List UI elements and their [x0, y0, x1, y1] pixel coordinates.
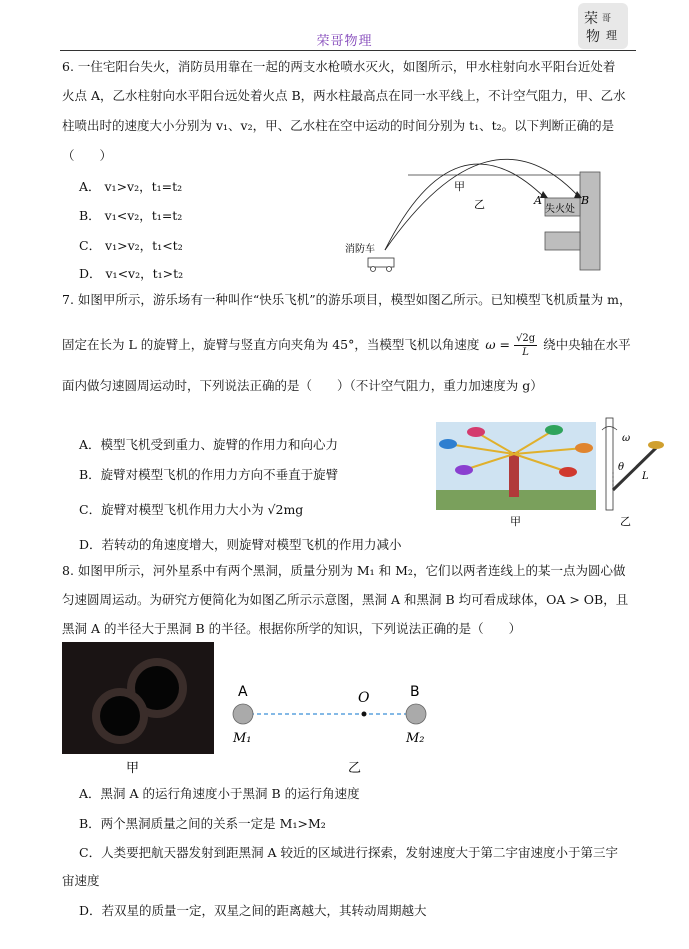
q6-bracket: （ ） — [62, 148, 113, 163]
q7-label-yi: 乙 — [620, 515, 631, 528]
q8-option-c: C．人类要把航天器发射到距黑洞 A 较近的区域进行探索，发射速度大于第二宇宙速度小于第三宇 — [79, 845, 619, 860]
q7-line-1: 7. 如图甲所示，游乐场有一种叫作“快乐飞机”的游乐项目，模型如图乙所示。已知模型飞机质量为 m， — [62, 292, 632, 307]
q7-omega-numerator: √2g — [516, 333, 536, 344]
plane-6 — [559, 467, 577, 477]
q7-schematic — [598, 415, 668, 530]
q7-omega-symbol: ω = — [485, 337, 511, 352]
brand-logo — [578, 3, 628, 49]
q8-label-o: O — [358, 690, 370, 706]
truck-body — [368, 258, 394, 267]
q8-label-a: A — [238, 684, 248, 700]
balcony-lower — [545, 232, 580, 250]
truck-wheel-2 — [387, 267, 392, 272]
q8-line-2: 匀速圆周运动。为研究方便简化为如图乙所示示意图，黑洞 A 和黑洞 B 均可看成球体，OA > OB，且 — [62, 592, 629, 607]
q6-figure-water-jets — [340, 160, 610, 276]
logo-char-1: 荣 — [584, 11, 598, 27]
building-wall — [580, 172, 600, 270]
black-hole-b — [406, 704, 426, 724]
q7-photo-ride — [436, 422, 596, 528]
q6-option-c: C． v₁>v₂，t₁<t₂ — [79, 238, 183, 253]
logo-char-3: 物 — [586, 29, 600, 45]
q8-label-m2: M₂ — [406, 731, 425, 746]
label-b: B — [581, 194, 590, 207]
q8-line-3: 黑洞 A 的半径大于黑洞 B 的半径。根据你所学的知识，下列说法正确的是（ ） — [62, 621, 522, 636]
q6-option-d: D． v₁<v₂，t₁>t₂ — [79, 266, 184, 281]
jet-jia — [385, 164, 545, 250]
q7-option-d: D．若转动的角速度增大，则旋臂对模型飞机的作用力减小 — [79, 537, 402, 552]
q7-line-2a: 固定在长为 L 的旋臂上，旋臂与竖直方向夹角为 45°，当模型飞机以角速度 — [62, 337, 480, 352]
q7-option-b: B．旋臂对模型飞机的作用力方向不垂直于旋臂 — [79, 467, 339, 482]
q6-option-a: A． v₁>v₂，t₁=t₂ — [79, 179, 183, 194]
q8-blackhole-photo — [62, 642, 214, 778]
page-header-title: 荣哥物理 — [316, 34, 373, 49]
black-hole-2 — [100, 696, 140, 736]
q8-option-d: D．若双星的质量一定，双星之间的距离越大，其转动周期越大 — [79, 903, 427, 918]
q7-line-2b: 绕中央轴在水平 — [543, 337, 631, 352]
central-tower — [509, 452, 519, 497]
q6-option-b: B． v₁<v₂，t₁=t₂ — [79, 208, 183, 223]
label-a: A — [534, 194, 542, 207]
q7-omega-denominator: L — [522, 347, 529, 358]
q7-label-theta: θ — [618, 462, 625, 473]
logo-char-4: 理 — [606, 29, 617, 42]
q8-option-c-continued: 宙速度 — [62, 873, 100, 888]
label-yi: 乙 — [474, 198, 485, 211]
q6-line-3: 柱喷出时的速度大小分别为 v₁、v₂，甲、乙水柱在空中运动的时间分别为 t₁、t₂。以下判断正确的是 — [62, 118, 615, 133]
truck-wheel-1 — [371, 267, 376, 272]
q7-line-2 — [62, 332, 641, 359]
center-o — [362, 712, 367, 717]
q7-label-omega: ω — [622, 433, 631, 444]
label-truck: 消防车 — [345, 244, 375, 255]
plane-5 — [455, 465, 473, 475]
q8-option-a: A．黑洞 A 的运行角速度小于黑洞 B 的运行角速度 — [79, 786, 360, 801]
q6-line-1: 6. 一住宅阳台失火，消防员用靠在一起的两支水枪喷水灭火，如图所示，甲水柱射向水平阳台近处着 — [62, 59, 616, 74]
label-jia: 甲 — [454, 180, 465, 193]
plane-3 — [545, 425, 563, 435]
q8-label-b: B — [410, 684, 420, 700]
q8-line-1: 8. 如图甲所示，河外星系中有两个黑洞，质量分别为 M₁ 和 M₂，它们以两者连线上的某一点为圆心做 — [62, 563, 626, 578]
model-plane — [648, 441, 664, 449]
header-divider — [60, 50, 636, 51]
q8-label-yi: 乙 — [348, 761, 362, 776]
q7-label-l: L — [642, 471, 649, 482]
label-fire: 失火处 — [545, 204, 575, 215]
q8-schematic — [218, 642, 425, 778]
q7-option-a: A．模型飞机受到重力、旋臂的作用力和向心力 — [79, 437, 339, 452]
plane-4 — [575, 443, 593, 453]
q7-option-c: C．旋臂对模型飞机作用力大小为 √2mg — [79, 502, 304, 517]
plane-2 — [467, 427, 485, 437]
q6-line-2: 火点 A，乙水柱射向水平阳台远处着火点 B，两水柱最高点在同一水平线上，不计空气阻力，甲、乙水 — [62, 88, 626, 103]
q7-label-jia: 甲 — [510, 515, 521, 528]
black-hole-a — [233, 704, 253, 724]
q8-label-m1: M₁ — [233, 731, 252, 746]
logo-char-2: 哥 — [602, 14, 612, 24]
q8-label-jia: 甲 — [126, 761, 140, 776]
plane-1 — [439, 439, 457, 449]
q7-line-3: 面内做匀速圆周运动时，下列说法正确的是（ ）（不计空气阻力，重力加速度为 g） — [62, 378, 543, 393]
q8-option-b: B．两个黑洞质量之间的关系一定是 M₁>M₂ — [79, 816, 326, 831]
q7-omega-formula — [485, 332, 537, 359]
shaft — [606, 418, 613, 510]
